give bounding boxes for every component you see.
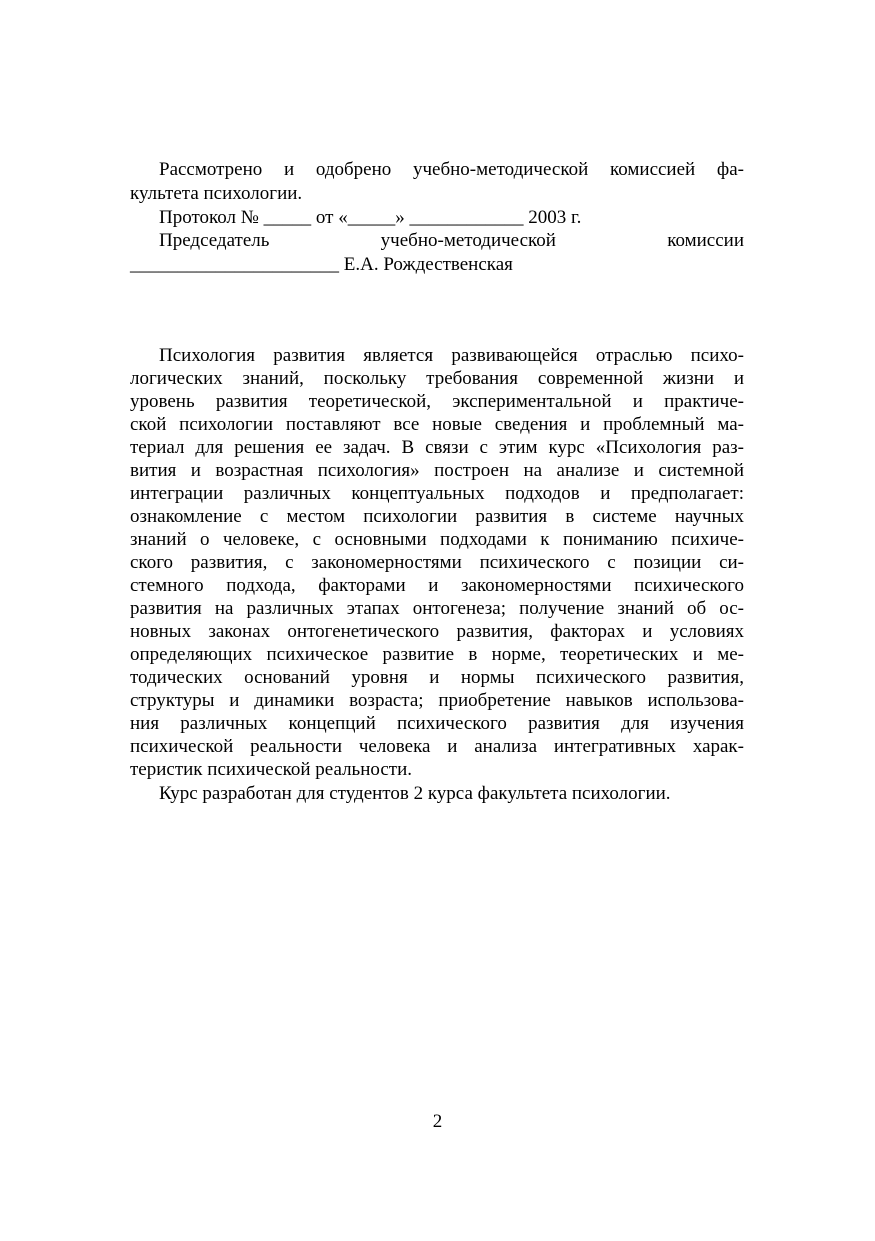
text-line: психической реальности человека и анализа интегративных харак- bbox=[130, 736, 744, 757]
text-line: ской психологии поставляют все новые сведения и проблемный ма- bbox=[130, 414, 744, 435]
text-line: ского развития, с закономерностями психического с позиции си- bbox=[130, 552, 744, 573]
text-line: знаний о человеке, с основными подходами к пониманию психиче- bbox=[130, 529, 744, 550]
text-line: стемного подхода, факторами и закономерностями психического bbox=[130, 575, 744, 596]
text-line: определяющих психическое развитие в норме, теоретических и ме- bbox=[130, 644, 744, 665]
text-line: ознакомление с местом психологии развития в системе научных bbox=[130, 506, 744, 527]
text-line: развития на различных этапах онтогенеза; получение знаний об ос- bbox=[130, 598, 744, 619]
protocol-line: Протокол № _____ от «_____» ____________ 2003 г. bbox=[159, 207, 582, 228]
approval-line-2: культета психологии. bbox=[130, 183, 303, 204]
text-line: уровень развития теоретической, экспериментальной и практиче- bbox=[130, 391, 744, 412]
text-line: вития и возрастная психология» построен на анализе и системной bbox=[130, 460, 744, 481]
page-number: 2 bbox=[432, 1111, 443, 1132]
chairman-line: Председатель учебно-методической комиссии bbox=[159, 230, 744, 251]
text-line-last: теристик психической реальности. bbox=[130, 759, 413, 780]
text-line: структуры и динамики возраста; приобретение навыков использова- bbox=[130, 690, 744, 711]
text-line: логических знаний, поскольку требования современной жизни и bbox=[130, 368, 744, 389]
text-line: интеграции различных концептуальных подходов и предполагает: bbox=[130, 483, 744, 504]
approval-line-1: Рассмотрено и одобрено учебно-методической комиссией фа- bbox=[159, 159, 744, 180]
signature-line: ______________________ Е.А. Рождественская bbox=[130, 254, 513, 275]
text-line: териал для решения ее задач. В связи с этим курс «Психология раз- bbox=[130, 437, 744, 458]
text-line: ния различных концепций психического развития для изучения bbox=[130, 713, 744, 734]
text-line: тодических оснований уровня и нормы психического развития, bbox=[130, 667, 744, 688]
text-line: новных законах онтогенетического развития, факторах и условиях bbox=[130, 621, 744, 642]
text-line: Психология развития является развивающейся отраслью психо- bbox=[159, 345, 744, 366]
course-audience-line: Курс разработан для студентов 2 курса факультета психологии. bbox=[159, 783, 671, 804]
